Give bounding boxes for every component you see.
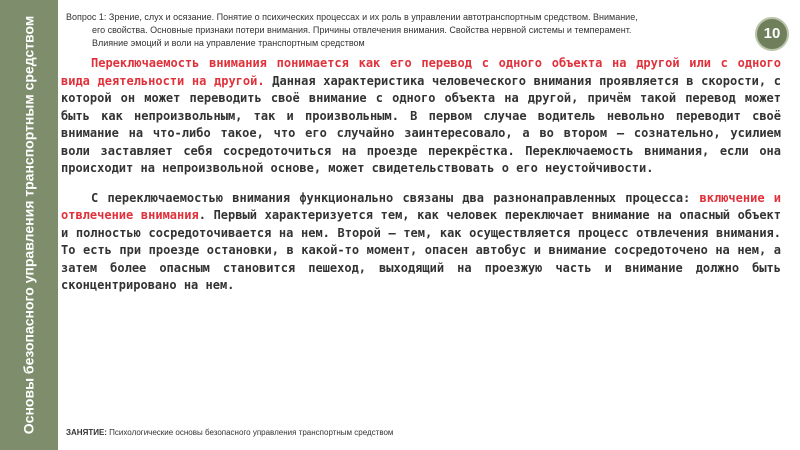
lesson-footer [66,428,393,437]
question-header-line-3: Влияние эмоций и воли на управление транспортным средством [92,38,365,48]
question-header-line-2: его свойства. Основные признаки потери внимания. Причины отвлечения внимания. Свойства нервной системы и темперамент. [92,25,632,35]
paragraph-2-text-end: . Первый характеризуется тем, как человек переключает внимание на опасный объект и полностью сосредоточивается на нем. Второй – тем, как осуществляется процесс отвлечения внимания. То есть при проезде остановки, в какой-то момент, опасен автобус и внимание сосредоточено на нем, а затем более опасным становится пешеход, выходящий на проезжую часть и внимание должно быть сконцентрировано на нем. [61,208,781,292]
lesson-label: ЗАНЯТИЕ: [66,428,107,437]
paragraph-1-text: Данная характеристика человеческого внимания проявляется в скорости, с которой он может переводить своё внимание с одного объекта на другой, причём такой перевод может быть как непроизвольным, так и произвольным. В первом случае водитель невольно переводит своё внимание на что-либо такое, что его случайно заинтересовало, а во втором – сознательно, усилием воли заставляет себя сосредоточиться на проезде перекрёстка. Переключаемость внимания, если она происходит на непроизвольной основе, может свидетельствовать о его неустойчивости. [61,73,781,175]
lesson-title: Психологические основы безопасного управления транспортным средством [106,428,394,437]
slide-number-badge: 10 [755,17,789,51]
paragraph-2-text-start: С переключаемостью внимания функционально связаны два разнонаправленных процесса: [91,190,700,205]
sidebar-title: Основы безопасного управления транспортным средством [20,15,37,435]
sidebar [0,0,58,450]
paragraph-2-highlight: включение и отвлечение внимания [61,190,781,222]
question-header-line-1: Вопрос 1: Зрение, слух и осязание. Понятие о психических процессах и их роль в управлении автотранспортным средством. Внимание, [66,12,638,22]
paragraph-1 [61,55,781,178]
main-content [61,55,781,295]
question-header [66,11,756,50]
paragraph-1-highlight: Переключаемость внимания понимается как его перевод с одного объекта на другой или с одного вида деятельности на другой. [61,56,781,88]
paragraph-2 [61,190,781,295]
